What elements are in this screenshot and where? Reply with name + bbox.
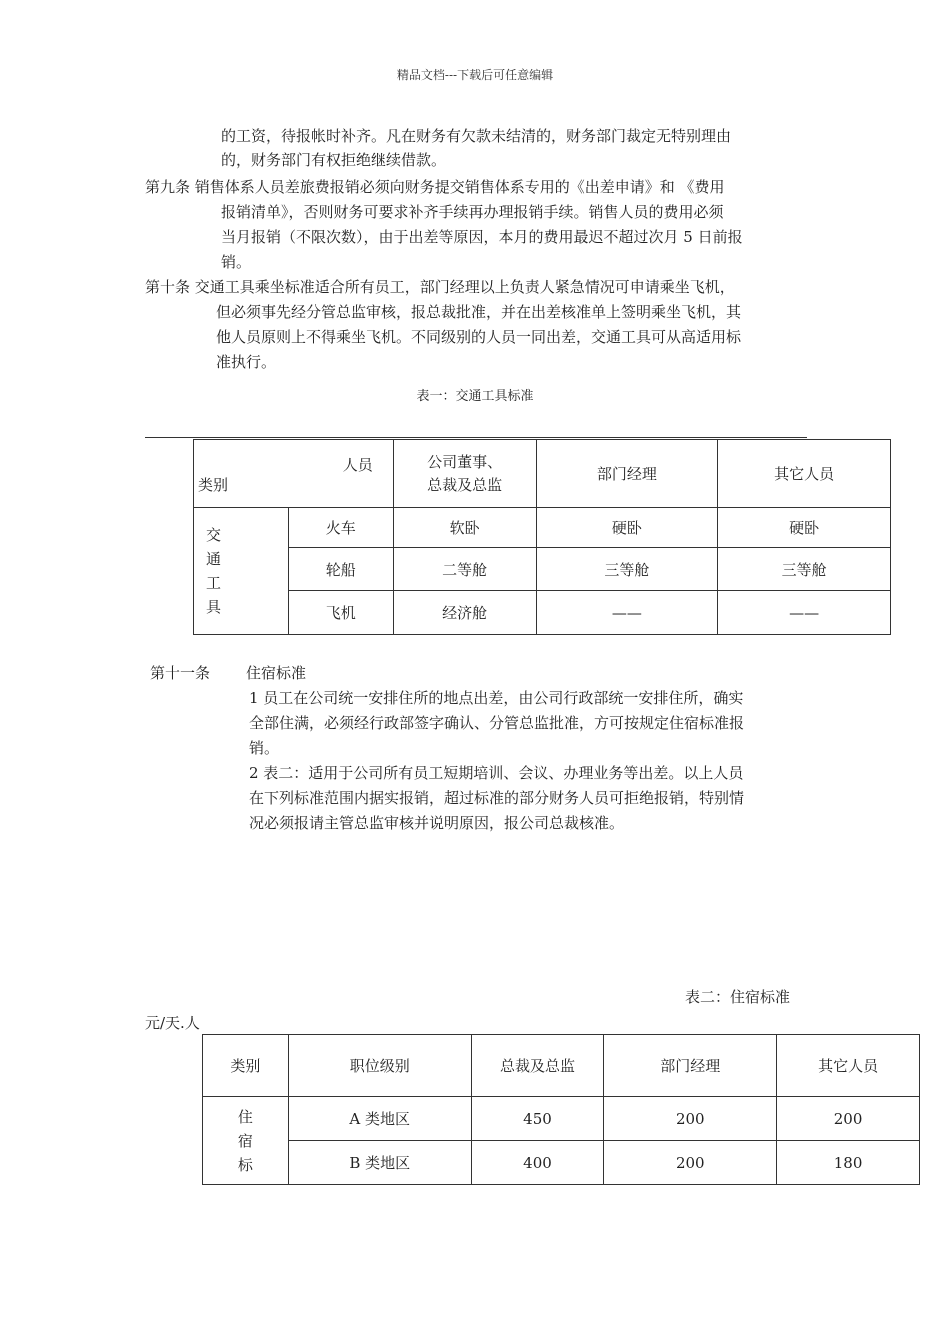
row-name: 火车	[288, 508, 393, 548]
article-11-line: 况必须报请主管总监审核并说明原因，报公司总裁核准。	[249, 814, 625, 832]
article-9-line: 销。	[221, 253, 252, 271]
table-cell: ——	[536, 591, 718, 635]
article-10-line: 准执行。	[216, 353, 277, 371]
table-cell: 200	[777, 1097, 920, 1141]
table2-caption: 表二：住宿标准	[685, 988, 791, 1006]
article-11-line: 2 表二：适用于公司所有员工短期培训、会议、办理业务等出差。以上人员	[249, 764, 744, 782]
lodging-table	[202, 1034, 920, 1185]
row-name: 飞机	[288, 591, 393, 635]
header-other-staff: 其它人员	[777, 1035, 920, 1097]
transport-table	[193, 439, 891, 635]
row-level: A 类地区	[288, 1097, 471, 1141]
table-cell: 经济舱	[393, 591, 536, 635]
header-directors: 公司董事、 总裁及总监	[393, 440, 536, 508]
table-cell: 180	[777, 1141, 920, 1185]
text-line: 的工资，待报帐时补齐。凡在财务有欠款未结清的，财务部门裁定无特别理由	[221, 127, 732, 145]
table-cell: 三等舱	[718, 548, 891, 591]
header-persons: 人员	[342, 456, 373, 474]
table-cell: 400	[471, 1141, 604, 1185]
table2-unit: 元/天.人	[145, 1014, 200, 1032]
category-transport: 交 通 工 具	[194, 508, 289, 635]
table-cell: 450	[471, 1097, 604, 1141]
header-directors: 总裁及总监	[471, 1035, 604, 1097]
table-cell: 软卧	[393, 508, 536, 548]
header-dept-manager: 部门经理	[604, 1035, 777, 1097]
article-9-line: 当月报销（不限次数），由于出差等原因，本月的费用最迟不超过次月 5 日前报	[221, 228, 743, 246]
table-cell: ——	[718, 591, 891, 635]
table-cell: 200	[604, 1097, 777, 1141]
header-category: 类别	[203, 1035, 289, 1097]
table-cell: 硬卧	[718, 508, 891, 548]
category-lodging: 住 宿 标	[203, 1097, 289, 1185]
article-11-line: 在下列标准范围内据实报销，超过标准的部分财务人员可拒绝报销，特别情	[249, 789, 745, 807]
article-11-line: 销。	[249, 739, 280, 757]
header-dept-manager: 部门经理	[536, 440, 718, 508]
table-cell: 200	[604, 1141, 777, 1185]
text-line: 的，财务部门有权拒绝继续借款。	[221, 151, 447, 169]
row-level: B 类地区	[288, 1141, 471, 1185]
article-10-line: 他人员原则上不得乘坐飞机。不同级别的人员一同出差，交通工具可从高适用标	[216, 328, 742, 346]
divider-line	[145, 437, 807, 438]
header-level: 职位级别	[288, 1035, 471, 1097]
article-11-line: 1 员工在公司统一安排住所的地点出差，由公司行政部统一安排住所，确实	[249, 689, 744, 707]
article-9-line: 第九条 销售体系人员差旅费报销必须向财务提交销售体系专用的《出差申请》和 《费用	[145, 178, 725, 196]
row-name: 轮船	[288, 548, 393, 591]
table-cell: 二等舱	[393, 548, 536, 591]
table-cell: 硬卧	[536, 508, 718, 548]
article-9-line: 报销清单》，否则财务可要求补齐手续再办理报销手续。销售人员的费用必须	[221, 203, 724, 221]
article-10-line: 但必须事先经分管总监审核，报总裁批准，并在出差核准单上签明乘坐飞机，其	[216, 303, 742, 321]
article-10-line: 第十条 交通工具乘坐标准适合所有员工，部门经理以上负责人紧急情况可申请乘坐飞机，	[145, 278, 735, 296]
table-cell: 三等舱	[536, 548, 718, 591]
diagonal-header-cell	[194, 440, 394, 508]
article-11-title: 第十一条	[150, 664, 211, 682]
header-category: 类别	[198, 476, 229, 494]
header-other-staff: 其它人员	[718, 440, 891, 508]
article-11-subtitle: 住宿标准	[246, 664, 307, 682]
article-11-line: 全部住满，必须经行政部签字确认、分管总监批准，方可按规定住宿标准报	[249, 714, 745, 732]
page-header: 精品文档---下载后可任意编辑	[396, 68, 554, 82]
table1-caption: 表一：交通工具标准	[416, 389, 534, 404]
